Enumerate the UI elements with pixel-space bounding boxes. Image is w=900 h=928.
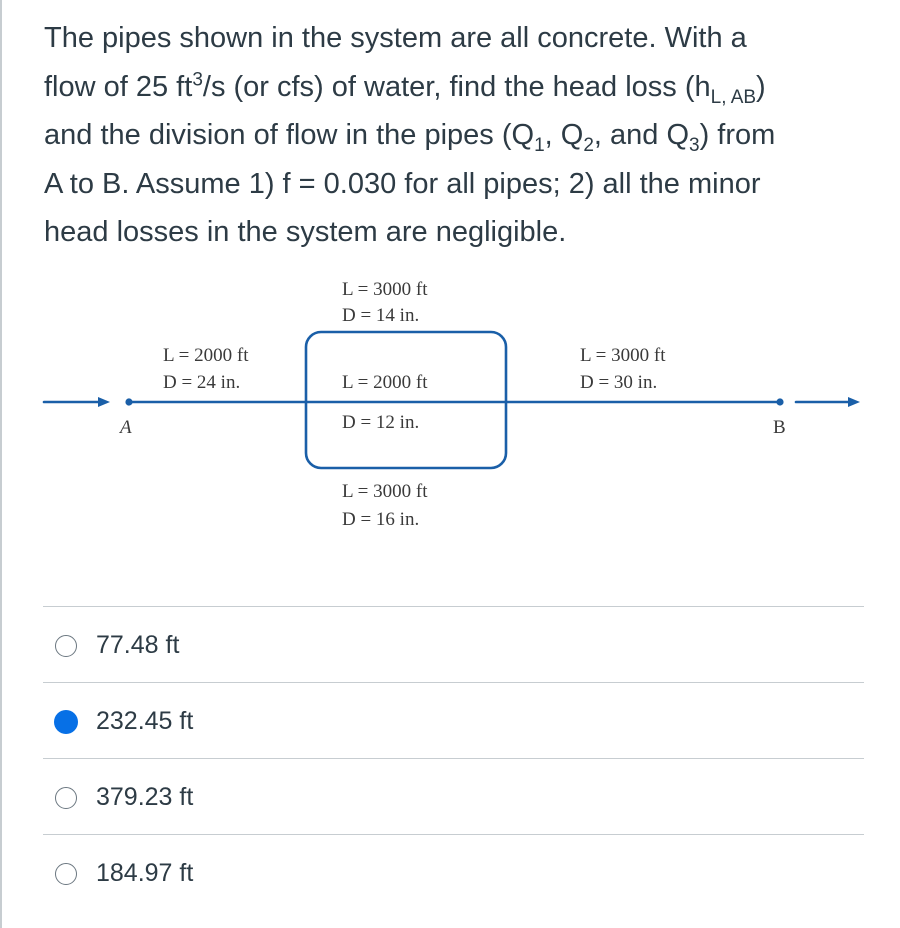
inlet-pipe-length: L = 2000 ft: [163, 345, 249, 366]
question-line-4: A to B. Assume 1) f = 0.030 for all pipes; 2) all the minor: [44, 167, 761, 200]
outlet-pipe-length: L = 3000 ft: [580, 345, 666, 366]
answer-option-4[interactable]: [43, 834, 864, 910]
top-branch-length: L = 3000 ft: [342, 279, 428, 300]
answer-label[interactable]: 232.45 ft: [96, 707, 194, 735]
top-branch-diameter: D = 14 in.: [342, 305, 420, 326]
question-line-2: flow of 25 $ft^3/s$ (or cfs) of water, find the head loss $(h_{L, AB})$: [44, 68, 766, 108]
answer-option-1[interactable]: [43, 606, 864, 682]
outlet-pipe-diameter: D = 30 in.: [580, 372, 658, 393]
middle-branch-length: L = 2000 ft: [342, 372, 428, 393]
answer-label[interactable]: 379.23 ft: [96, 783, 194, 811]
inlet-arrow-head: [98, 397, 110, 407]
question-line-3: and the division of flow in the pipes ($Q_1$, $Q_2$, and $Q_3$) from: [44, 119, 776, 156]
answer-option-3[interactable]: [43, 758, 864, 834]
bottom-branch-diameter: D = 16 in.: [342, 509, 420, 530]
radio-button[interactable]: [55, 635, 77, 657]
radio-button[interactable]: [54, 710, 78, 734]
radio-button[interactable]: [55, 863, 77, 885]
middle-branch-diameter: D = 12 in.: [342, 412, 420, 433]
parallel-loop: [306, 332, 506, 468]
question-text: [44, 14, 874, 257]
outlet-arrow-head: [848, 397, 860, 407]
question-line-1: The pipes shown in the system are all concrete. With a: [44, 22, 747, 54]
answer-option-2[interactable]: [43, 682, 864, 758]
node-a-label: A: [120, 417, 132, 438]
bottom-branch-length: L = 3000 ft: [342, 481, 428, 502]
node-b-label: B: [773, 417, 786, 438]
inlet-pipe-diameter: D = 24 in.: [163, 372, 241, 393]
radio-button[interactable]: [55, 787, 77, 809]
answer-options: [43, 606, 864, 910]
answer-label[interactable]: 77.48 ft: [96, 631, 180, 659]
node-b-dot: [776, 398, 783, 405]
pipe-system-diagram: [40, 270, 870, 540]
question-line-5: head losses in the system are negligible.: [44, 216, 567, 248]
answer-label[interactable]: 184.97 ft: [96, 859, 194, 887]
pipe-system-svg: [40, 270, 870, 540]
page-left-border: [0, 0, 2, 928]
